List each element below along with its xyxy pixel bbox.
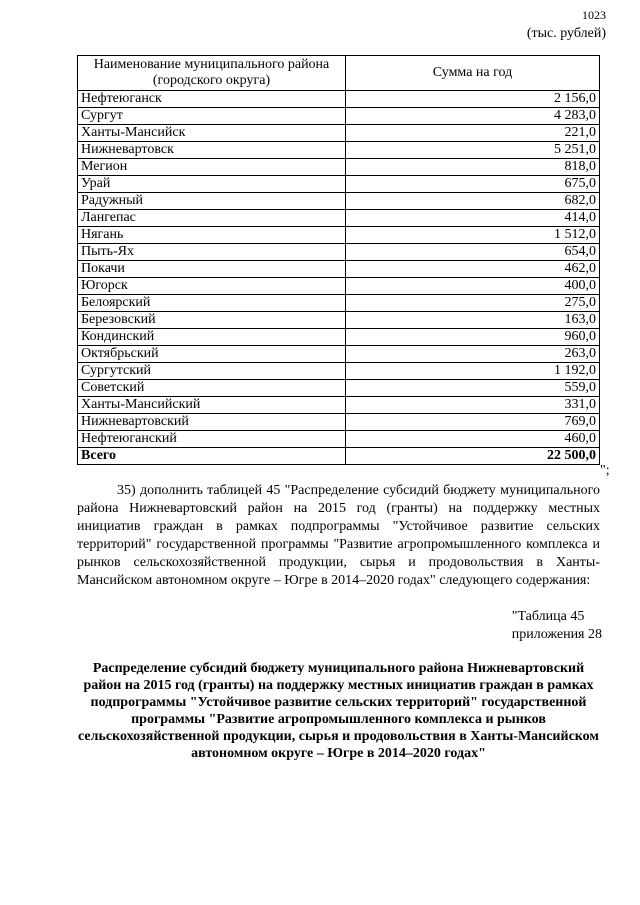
row-amount: 5 251,0 (346, 142, 600, 159)
row-name: Нижневартовский (78, 414, 346, 431)
row-amount: 1 192,0 (346, 363, 600, 380)
table-body (78, 91, 600, 465)
row-name: Сургут (78, 108, 346, 125)
units-label: (тыс. рублей) (526, 26, 606, 41)
table-row (78, 380, 600, 397)
table-row (78, 261, 600, 278)
row-amount: 960,0 (346, 329, 600, 346)
row-name: Пыть-Ях (78, 244, 346, 261)
row-amount: 682,0 (346, 193, 600, 210)
table-row (78, 312, 600, 329)
table-row (78, 176, 600, 193)
row-amount: 221,0 (346, 125, 600, 142)
total-row (78, 448, 600, 465)
amendment-paragraph: 35) дополнить таблицей 45 "Распределение субсидий бюджету муниципального района Нижневартовский район на 2015 год (гранты) на поддержку местных инициатив граждан в рамках подпрограммы "Устойчивое развитие сельских территорий" государственной программы "Развитие агропромышленного комплекса и рынков сельскохозяйственной продукции, сырья и продовольствия в Ханты-Мансийском автономном округе – Югре в 2014–2020 годах" следующего содержания: (77, 483, 600, 588)
row-amount: 675,0 (346, 176, 600, 193)
row-amount: 400,0 (346, 278, 600, 295)
row-name: Нефтеюганск (78, 91, 346, 108)
row-name: Нижневартовск (78, 142, 346, 159)
row-amount: 4 283,0 (346, 108, 600, 125)
table-row (78, 278, 600, 295)
table-row (78, 363, 600, 380)
row-amount: 163,0 (346, 312, 600, 329)
row-name: Югорск (78, 278, 346, 295)
row-amount: 331,0 (346, 397, 600, 414)
table-row (78, 414, 600, 431)
row-name: Радужный (78, 193, 346, 210)
table-row (78, 142, 600, 159)
table-row (78, 125, 600, 142)
row-name: Белоярский (78, 295, 346, 312)
row-name: Нягань (78, 227, 346, 244)
table-row (78, 193, 600, 210)
table-row (78, 397, 600, 414)
caption-line-2: приложения 28 (511, 627, 602, 642)
table-row (78, 295, 600, 312)
page-number: 1023 (582, 8, 606, 22)
table-row (78, 159, 600, 176)
row-name: Кондинский (78, 329, 346, 346)
row-amount: 654,0 (346, 244, 600, 261)
total-label: Всего (78, 448, 346, 465)
table-header-row (78, 56, 600, 91)
row-name: Ханты-Мансийск (78, 125, 346, 142)
row-amount: 818,0 (346, 159, 600, 176)
header-amount: Сумма на год (346, 56, 600, 91)
row-name: Покачи (78, 261, 346, 278)
row-amount: 414,0 (346, 210, 600, 227)
row-name: Урай (78, 176, 346, 193)
row-amount: 769,0 (346, 414, 600, 431)
row-amount: 275,0 (346, 295, 600, 312)
row-amount: 1 512,0 (346, 227, 600, 244)
row-name: Ханты-Мансийский (78, 397, 346, 414)
table-caption (512, 608, 602, 644)
row-amount: 2 156,0 (346, 91, 600, 108)
row-name: Советский (78, 380, 346, 397)
row-name: Нефтеюганский (78, 431, 346, 448)
table-heading: Распределение субсидий бюджету муниципального района Нижневартовский район на 2015 год (гранты) на поддержку местных инициатив граждан в рамках подпрограммы "Устойчивое развитие сельских территорий" государственной программы "Развитие агропромышленного комплекса и рынков сельскохозяйственной продукции, сырья и продовольствия в Ханты-Мансийском автономном округе – Югре в 2014–2020 годах" (78, 661, 599, 761)
subsidy-table (77, 55, 600, 465)
table-row (78, 91, 600, 108)
row-name: Лангепас (78, 210, 346, 227)
row-name: Березовский (78, 312, 346, 329)
table-row (78, 431, 600, 448)
row-amount: 263,0 (346, 346, 600, 363)
header-name: Наименование муниципального района (городского округа) (78, 56, 346, 91)
table-row (78, 227, 600, 244)
table-row (78, 210, 600, 227)
row-name: Мегион (78, 159, 346, 176)
table-row (78, 329, 600, 346)
row-amount: 460,0 (346, 431, 600, 448)
closing-quote: "; (600, 463, 610, 478)
table-row (78, 108, 600, 125)
row-amount: 559,0 (346, 380, 600, 397)
row-name: Сургутский (78, 363, 346, 380)
row-amount: 462,0 (346, 261, 600, 278)
table-row (78, 346, 600, 363)
table-row (78, 244, 600, 261)
row-name: Октябрьский (78, 346, 346, 363)
caption-line-1: "Таблица 45 (511, 609, 585, 624)
total-amount: 22 500,0 (346, 448, 600, 465)
